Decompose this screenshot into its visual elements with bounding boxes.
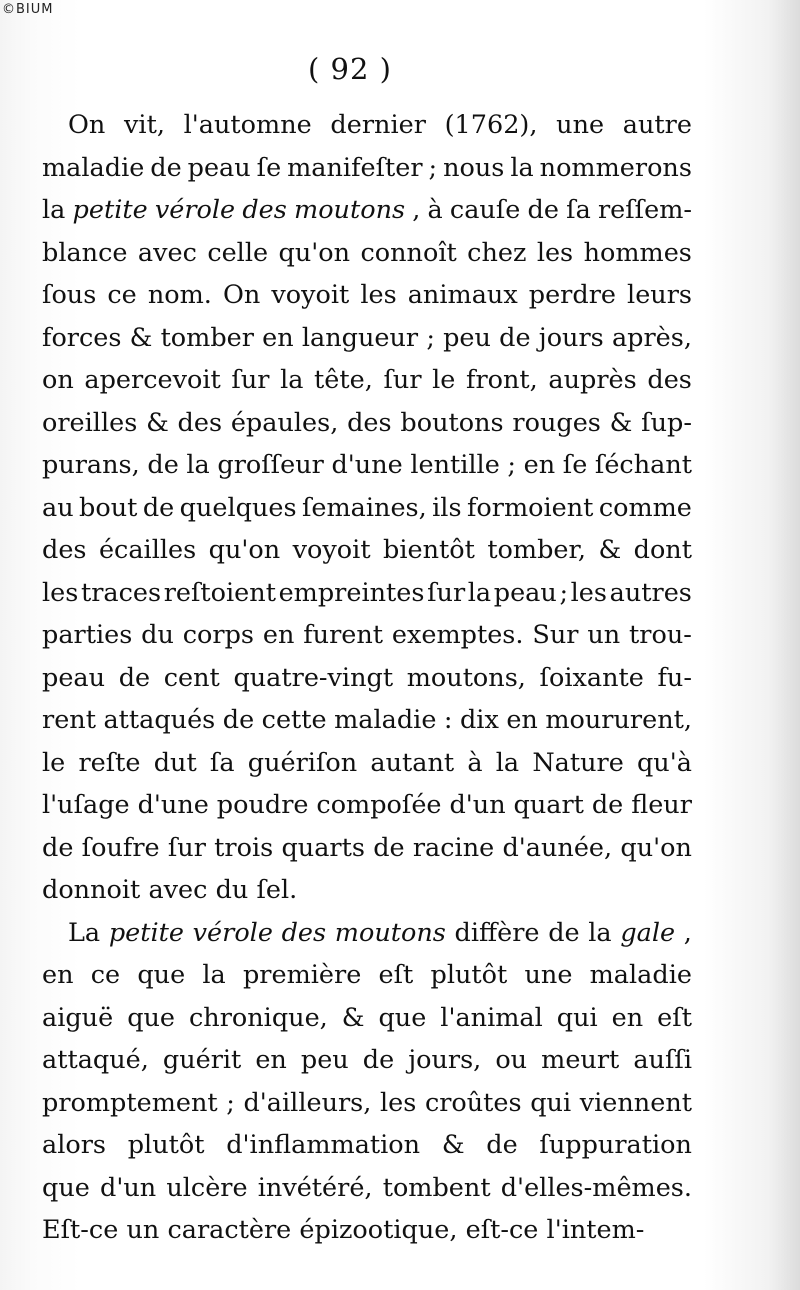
- text-line: ſous ce nom. On voyoit les animaux perdre leurs: [42, 280, 692, 310]
- text-line: blance avec celle qu'on connoît chez les hommes: [42, 237, 692, 268]
- text-line: donnoit avec du ſel.: [42, 875, 298, 905]
- text-line: peau de cent quatre-vingt moutons, ſoixante fu-: [42, 662, 692, 693]
- body-text: [42, 104, 692, 1252]
- page-number: ( 92 ): [308, 52, 392, 86]
- text-line: Eſt-ce un caractère épizootique, eſt-ce l'intem-: [42, 1215, 645, 1245]
- text-line: que d'un ulcère invétéré, tombent d'elles-mêmes.: [42, 1172, 692, 1203]
- text-line: purans, de la groſſeur d'une lentille ; en ſe ſéchant: [42, 450, 692, 480]
- text-line: forces & tomber en langueur ; peu de jours après,: [42, 322, 692, 353]
- text-line: au bout de quelques ſemaines, ils formoient comme: [42, 492, 692, 523]
- text-line: des écailles qu'on voyoit bientôt tomber, & dont: [42, 535, 692, 565]
- text-line: rent attaqués de cette maladie : dix en moururent,: [42, 705, 692, 735]
- text-line: aiguë que chronique, & que l'animal qui en eſt: [42, 1002, 692, 1033]
- text-line: de ſoufre ſur trois quarts de racine d'aunée, qu'on: [42, 832, 692, 863]
- text-line: attaqué, guérit en peu de jours, ou meurt auſſi: [42, 1045, 692, 1075]
- text-line: on apercevoit ſur la tête, ſur le front, auprès des: [42, 365, 692, 395]
- text-line: la petite vérole des moutons , à cauſe de ſa reſſem-: [42, 195, 692, 225]
- text-line: maladie de peau ſe manifeſter ; nous la nommerons: [42, 152, 692, 183]
- text-line: oreilles & des épaules, des boutons rouges & ſup-: [42, 407, 692, 438]
- text-line: le reſte dut ſa guériſon autant à la Nature qu'à: [42, 747, 692, 778]
- paragraph: [42, 104, 692, 912]
- text-line: La petite vérole des moutons diffère de la gale ,: [68, 917, 692, 948]
- text-line: On vit, l'automne dernier (1762), une autre: [68, 110, 692, 140]
- text-line: en ce que la première eſt plutôt une maladie: [42, 960, 692, 990]
- text-line: l'uſage d'une poudre compoſée d'un quart de fleur: [42, 790, 692, 820]
- text-line: promptement ; d'ailleurs, les croûtes qui viennent: [42, 1087, 692, 1118]
- library-watermark: ©BIUM: [2, 2, 54, 17]
- text-line: alors plutôt d'inflammation & de ſuppuration: [42, 1130, 692, 1160]
- text-line: parties du corps en furent exemptes. Sur un trou-: [42, 620, 692, 650]
- paragraph: [42, 912, 692, 1252]
- text-line: les traces reſtoient empreintes ſur la peau ; les autres: [42, 577, 692, 608]
